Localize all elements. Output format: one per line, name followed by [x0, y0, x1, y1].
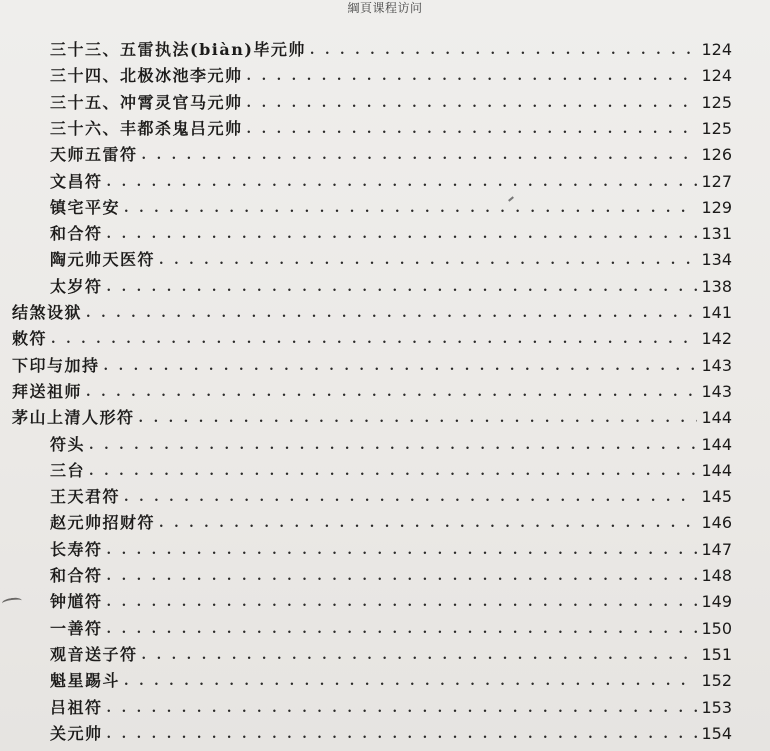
toc-entry — [50, 34, 732, 60]
toc-entry-page-number: 146 — [701, 513, 732, 533]
toc-dot-leader — [104, 362, 698, 372]
toc-entry — [50, 218, 732, 244]
toc-entry-title: 茅山上清人形符 — [12, 408, 135, 428]
toc-entry-title: 三台 — [50, 460, 86, 480]
toc-entry-page-number: 152 — [701, 671, 732, 691]
toc-entry-page-number: 149 — [701, 592, 732, 612]
toc-entry-title: 和合符 — [50, 566, 103, 585]
toc-dot-leader — [142, 151, 698, 161]
toc-entry — [50, 139, 732, 165]
toc-dot-leader — [86, 309, 697, 319]
toc-dot-leader — [107, 625, 698, 635]
toc-entry — [50, 665, 732, 691]
toc-entry — [50, 481, 732, 507]
toc-entry-page-number: 151 — [701, 644, 732, 664]
toc-entry-page-number: 129 — [701, 197, 732, 217]
toc-entry-title: 天师五雷符 — [50, 145, 138, 165]
toc-entry-page-number: 124 — [701, 40, 732, 59]
toc-entry-page-number: 154 — [701, 723, 732, 743]
toc-entry-title: 观音送子符 — [50, 644, 138, 664]
toc-entry-title: 三十三、五雷执法(biàn)毕元帅 — [50, 40, 306, 59]
toc-entry-title: 魁星踢斗 — [50, 671, 121, 691]
toc-dot-leader — [139, 414, 698, 424]
toc-entry-title: 王天君符 — [50, 487, 121, 507]
toc-entry — [12, 323, 732, 349]
toc-entry-page-number: 125 — [701, 92, 732, 112]
toc-dot-leader — [159, 519, 697, 529]
toc-dot-leader — [159, 256, 697, 266]
toc-entry-page-number: 153 — [701, 697, 732, 717]
toc-dot-leader — [107, 704, 698, 714]
toc-entry-page-number: 148 — [701, 566, 732, 585]
toc-entry — [50, 113, 732, 139]
toc-entry-page-number: 147 — [701, 539, 732, 559]
toc-entry — [50, 455, 732, 481]
toc-dot-leader — [107, 178, 698, 188]
toc-entry — [12, 376, 732, 402]
toc-entry-page-number: 150 — [701, 618, 732, 638]
toc-dot-leader — [107, 572, 698, 582]
toc-entry — [50, 718, 732, 744]
toc-entry — [50, 244, 732, 270]
toc-dot-leader — [51, 335, 697, 345]
toc-dot-leader — [247, 99, 698, 109]
toc-entry-title: 结煞设狱 — [12, 303, 83, 322]
toc-entry-page-number: 143 — [701, 355, 732, 375]
toc-dot-leader — [247, 125, 698, 135]
toc-entry-title: 符头 — [50, 434, 86, 454]
toc-entry — [50, 534, 732, 560]
toc-entry — [50, 560, 732, 586]
toc-entry-title: 拜送祖师 — [12, 381, 83, 401]
toc-entry — [12, 402, 732, 428]
toc-entry — [50, 586, 732, 612]
toc-entry — [50, 613, 732, 639]
toc-dot-leader — [107, 546, 698, 556]
toc-entry-title: 下印与加持 — [12, 355, 100, 375]
toc-entry-page-number: 127 — [701, 171, 732, 191]
toc-entry-title: 赵元帅招财符 — [50, 513, 156, 533]
toc-entry-title: 吕祖符 — [50, 697, 103, 717]
toc-entry — [50, 639, 732, 665]
watermark-text: 綱頁课程访问 — [347, 1, 423, 15]
toc-entry-title: 镇宅平安 — [50, 197, 121, 217]
toc-entry — [12, 297, 732, 323]
toc-dot-leader — [86, 388, 697, 398]
toc-entry — [50, 192, 732, 218]
toc-dot-leader — [124, 493, 697, 503]
toc-entry — [50, 271, 732, 297]
toc-entry-title: 太岁符 — [50, 276, 103, 296]
toc-entry — [12, 350, 732, 376]
toc-dot-leader — [142, 651, 698, 661]
toc-dot-leader — [247, 72, 698, 82]
toc-entry-page-number: 138 — [701, 276, 732, 296]
toc-dot-leader — [124, 677, 697, 687]
toc-entry-title: 钟馗符 — [50, 592, 103, 612]
page-edge-mark — [2, 597, 23, 608]
toc-entry-title: 三十五、冲霄灵官马元帅 — [50, 92, 243, 112]
toc-dot-leader — [124, 204, 697, 214]
toc-dot-leader — [107, 283, 698, 293]
toc-entry-page-number: 124 — [701, 66, 732, 86]
toc-entry-page-number: 126 — [701, 145, 732, 165]
toc-entry — [50, 692, 732, 718]
toc-dot-leader — [107, 598, 698, 608]
toc-entry-title: 关元帅 — [50, 723, 103, 743]
toc-entry-title: 三十六、丰都杀鬼吕元帅 — [50, 118, 243, 138]
toc-entry-page-number: 134 — [701, 250, 732, 270]
toc-entry-title: 敕符 — [12, 329, 48, 349]
toc-entry — [50, 166, 732, 192]
toc-entry-page-number: 143 — [701, 381, 732, 401]
toc-entry-title: 陶元帅天医符 — [50, 250, 156, 270]
toc-entry-page-number: 144 — [701, 408, 732, 428]
toc-dot-leader — [107, 730, 698, 740]
toc-entry-page-number: 142 — [701, 329, 732, 349]
toc-entry — [50, 60, 732, 86]
toc-dot-leader — [310, 46, 698, 56]
toc-entry-page-number: 141 — [701, 303, 732, 322]
toc-entry — [50, 429, 732, 455]
toc-dot-leader — [89, 441, 697, 451]
toc-entry — [50, 87, 732, 113]
toc-entry-title: 和合符 — [50, 224, 103, 244]
toc-entry-title: 三十四、北极冰池李元帅 — [50, 66, 243, 86]
toc-dot-leader — [89, 467, 697, 477]
toc-entry-page-number: 144 — [701, 434, 732, 454]
toc-dot-leader — [107, 230, 698, 240]
toc-entry-title: 长寿符 — [50, 539, 103, 559]
toc-entry-page-number: 144 — [701, 460, 732, 480]
toc-entry-page-number: 131 — [701, 224, 732, 244]
toc-entry-page-number: 145 — [701, 487, 732, 507]
toc-entry-page-number: 125 — [701, 118, 732, 138]
toc-entry — [50, 507, 732, 533]
toc-entry-title: 文昌符 — [50, 171, 103, 191]
toc-entry-title: 一善符 — [50, 618, 103, 638]
